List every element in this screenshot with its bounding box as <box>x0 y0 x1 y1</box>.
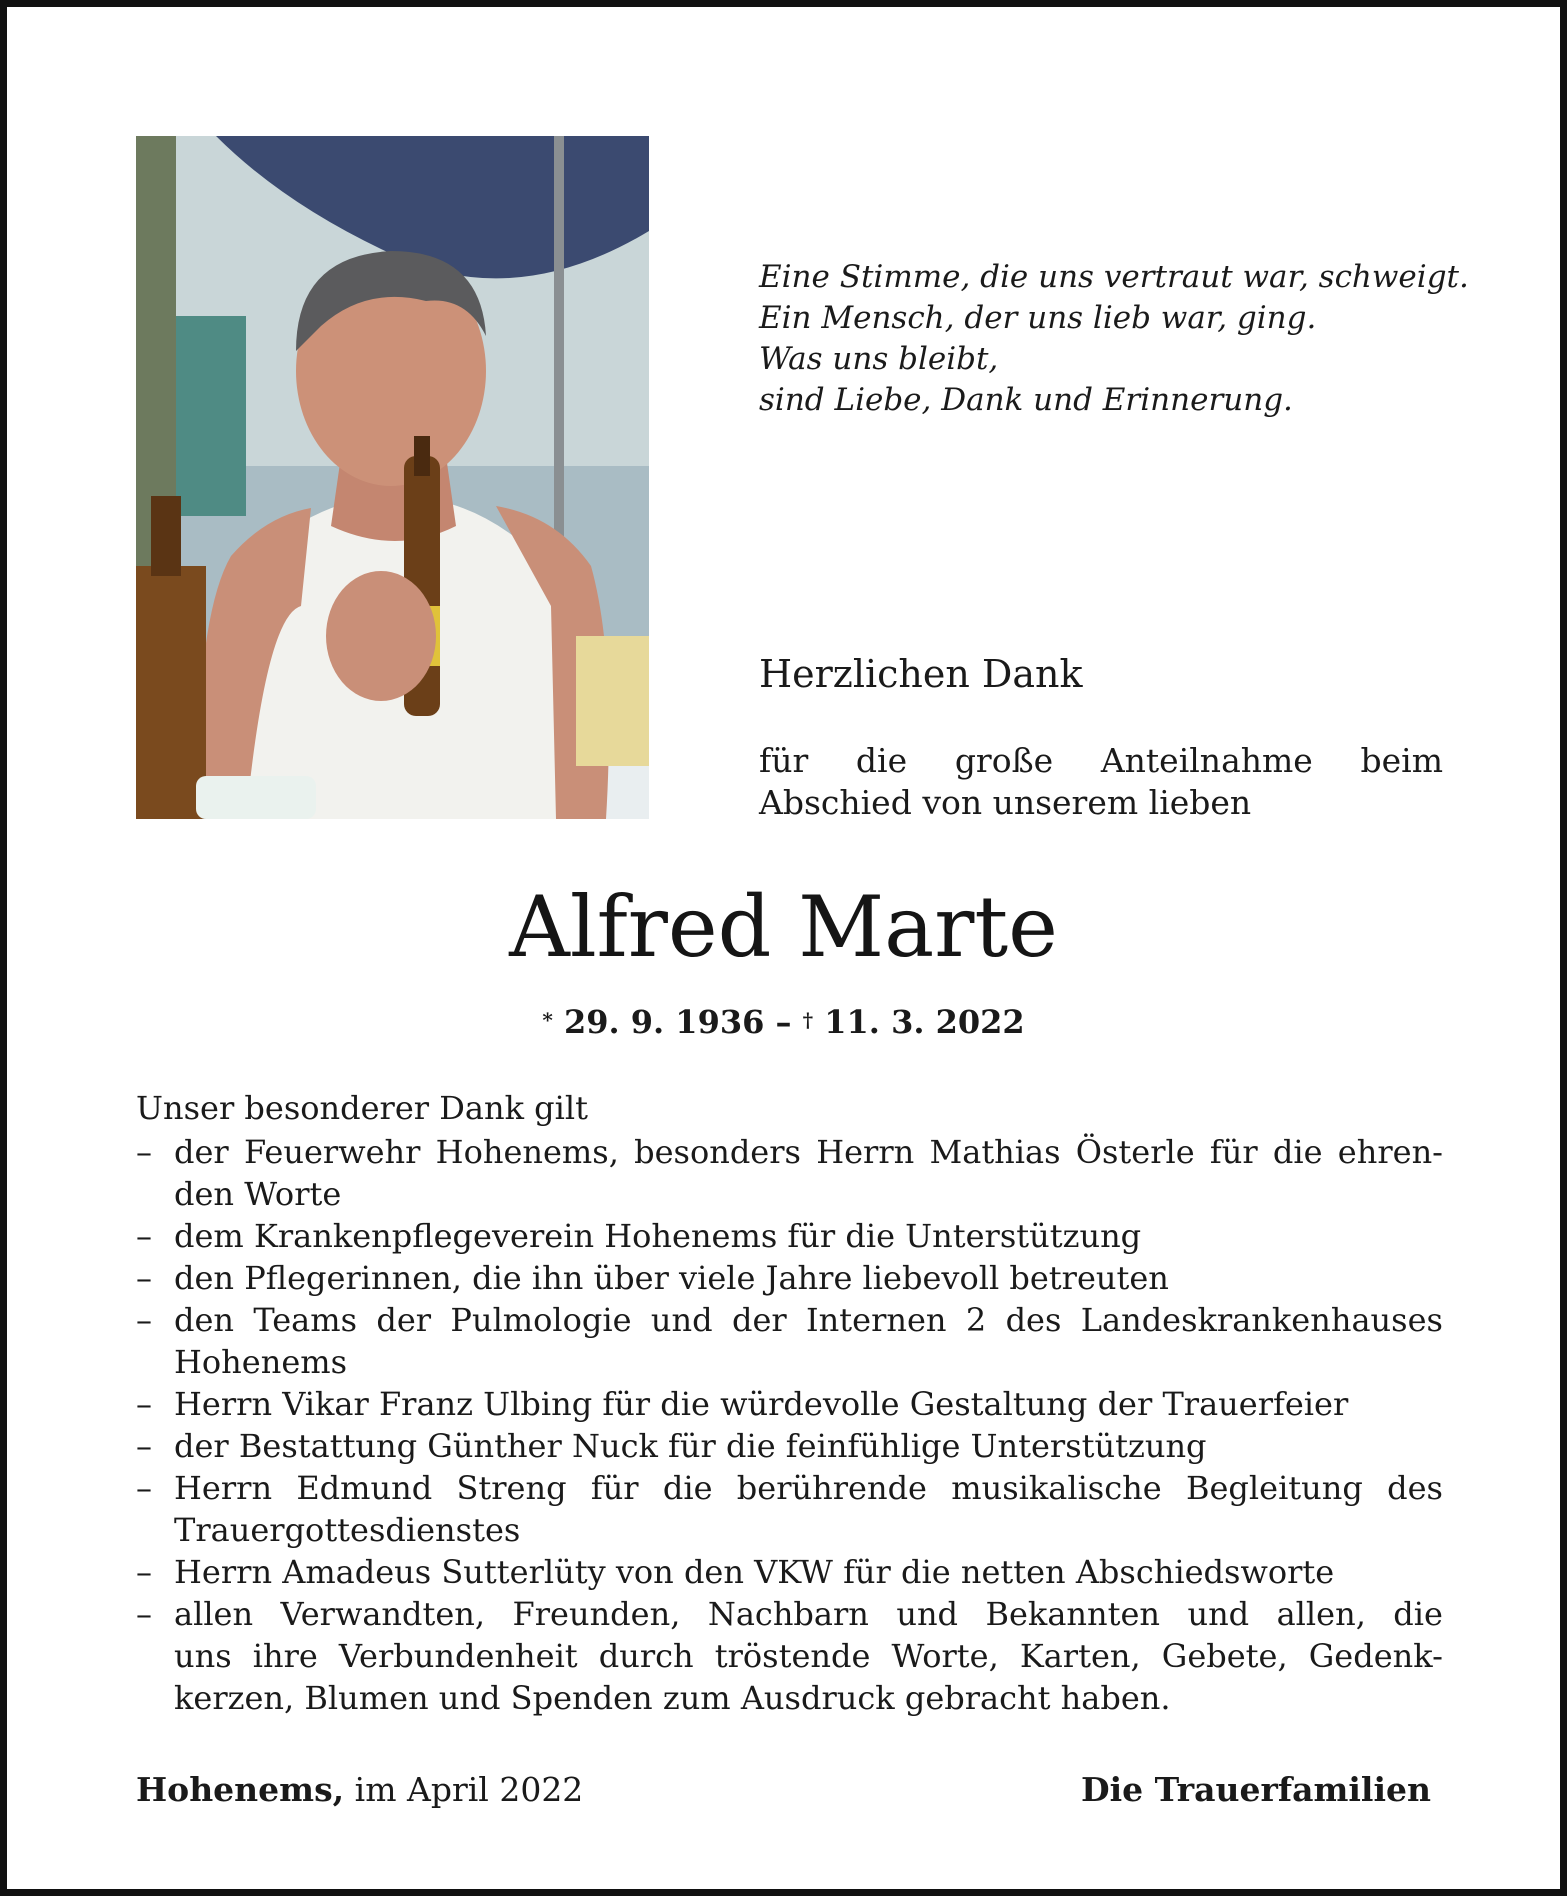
footer-place: Hohenems, <box>136 1770 345 1809</box>
acknowledgement-word: und <box>896 1595 959 1633</box>
acknowledgement-word: Herrn <box>174 1469 273 1507</box>
acknowledgement-line: Herrn Amadeus Sutterlüty von den VKW für die netten Abschiedsworte <box>174 1553 1335 1591</box>
acknowledgement-word: Hohenems, <box>435 1133 619 1171</box>
thanks-word: beim <box>1360 741 1443 780</box>
acknowledgement-word: Verwandten, <box>280 1595 486 1633</box>
acknowledgement-line: Hohenems <box>174 1343 348 1381</box>
acknowledgement-item <box>136 1551 1443 1593</box>
list-dash: – <box>136 1133 152 1171</box>
birth-date: 29. 9. 1936 <box>563 1003 765 1041</box>
acknowledgement-word: der <box>174 1133 229 1171</box>
list-dash: – <box>136 1259 152 1297</box>
life-dates <box>7 1002 1560 1042</box>
acknowledgement-word: Gedenk- <box>1308 1637 1443 1675</box>
acknowledgement-item <box>136 1383 1443 1425</box>
acknowledgement-word: Landeskrankenhauses <box>1080 1301 1443 1339</box>
acknowledgement-word: des <box>1005 1301 1062 1339</box>
thanks-word: für <box>759 741 809 780</box>
birth-symbol: * <box>542 1008 553 1032</box>
acknowledgement-word: Feuerwehr <box>243 1133 421 1171</box>
portrait-photo <box>136 136 649 819</box>
acknowledgement-word: Mathias <box>929 1133 1061 1171</box>
acknowledgement-word: und <box>1187 1595 1250 1633</box>
acknowledgement-word: Österle <box>1075 1133 1195 1171</box>
acknowledgement-word: Herrn <box>816 1133 915 1171</box>
date-separator: – <box>775 1003 792 1041</box>
acknowledgement-item <box>136 1215 1443 1257</box>
acknowledgement-line: den Pflegerinnen, die ihn über viele Jahre liebevoll betreuten <box>174 1259 1169 1297</box>
thanks-word: Anteilnahme <box>1100 741 1313 780</box>
thanks-word: die <box>855 741 908 780</box>
list-dash: – <box>136 1301 152 1339</box>
acknowledgement-word: die <box>1393 1595 1443 1633</box>
thanks-line-2: Abschied von unserem lieben <box>759 783 1252 822</box>
acknowledgement-item <box>136 1299 1443 1383</box>
acknowledgement-word: Internen <box>806 1301 947 1339</box>
acknowledgement-word: Bekannten <box>985 1595 1161 1633</box>
poem-line: Eine Stimme, die uns vertraut war, schweigt. <box>759 259 1469 295</box>
acknowledgement-word: Edmund <box>296 1469 433 1507</box>
acknowledgement-line <box>174 1635 1443 1677</box>
acknowledgement-word: ehren- <box>1337 1133 1443 1171</box>
acknowledgement-word: der <box>376 1301 432 1339</box>
acknowledgement-word: den <box>174 1301 235 1339</box>
acknowledgement-line <box>174 1467 1443 1509</box>
list-dash: – <box>136 1469 152 1507</box>
acknowledgement-item <box>136 1257 1443 1299</box>
acknowledgement-word: ihre <box>252 1637 318 1675</box>
acknowledgement-item <box>136 1425 1443 1467</box>
acknowledgement-word: Worte, <box>891 1637 999 1675</box>
footer-date: im April 2022 <box>354 1770 584 1809</box>
death-date: 11. 3. 2022 <box>824 1003 1025 1041</box>
acknowledgement-word: Begleitung <box>1185 1469 1363 1507</box>
acknowledgement-item <box>136 1593 1443 1719</box>
acknowledgement-word: Gebete, <box>1161 1637 1288 1675</box>
acknowledgement-word: 2 <box>965 1301 987 1339</box>
acknowledgement-line: Herrn Vikar Franz Ulbing für die würdevolle Gestaltung der Trauerfeier <box>174 1385 1349 1423</box>
acknowledgement-word: tröstende <box>714 1637 871 1675</box>
acknowledgement-word: die <box>662 1469 713 1507</box>
acknowledgement-line: dem Krankenpflegeverein Hohenems für die Unterstützung <box>174 1217 1142 1255</box>
poem-line: sind Liebe, Dank und Erinnerung. <box>759 382 1293 418</box>
acknowledgement-item <box>136 1467 1443 1551</box>
acknowledgement-line <box>174 1299 1443 1341</box>
thanks-line-1 <box>759 740 1443 782</box>
acknowledgement-word: der <box>731 1301 787 1339</box>
acknowledgement-word: allen <box>174 1595 254 1633</box>
list-dash: – <box>136 1427 152 1465</box>
acknowledgement-word: die <box>1272 1133 1323 1171</box>
acknowledgement-word: Streng <box>456 1469 567 1507</box>
acknowledgement-word: berührende <box>736 1469 927 1507</box>
acknowledgement-word: Pulmologie <box>450 1301 632 1339</box>
acknowledgement-word: Karten, <box>1019 1637 1141 1675</box>
list-dash: – <box>136 1217 152 1255</box>
list-dash: – <box>136 1553 152 1591</box>
acknowledgement-item <box>136 1131 1443 1215</box>
acknowledgement-word: musikalische <box>951 1469 1162 1507</box>
acknowledgement-word: besonders <box>634 1133 801 1171</box>
acknowledgement-line: den Worte <box>174 1175 342 1213</box>
acknowledgement-line: kerzen, Blumen und Spenden zum Ausdruck gebracht haben. <box>174 1679 1171 1717</box>
poem-line: Ein Mensch, der uns lieb war, ging. <box>759 300 1317 336</box>
acknowledgement-line: der Bestattung Günther Nuck für die feinfühlige Unterstützung <box>174 1427 1207 1465</box>
acknowledgement-line: Trauergottesdienstes <box>174 1511 521 1549</box>
deceased-name: Alfred Marte <box>509 878 1058 976</box>
acknowledgement-word: allen, <box>1276 1595 1366 1633</box>
acknowledgement-section <box>136 1087 1443 1719</box>
acknowledgement-word: Teams <box>253 1301 358 1339</box>
thanks-word: große <box>954 741 1054 780</box>
acknowledgement-word: für <box>590 1469 639 1507</box>
acknowledgement-word: für <box>1209 1133 1258 1171</box>
poem-line: Was uns bleibt, <box>759 341 999 377</box>
acknowledgement-line <box>174 1131 1443 1173</box>
acknowledgement-word: uns <box>174 1637 232 1675</box>
list-dash: – <box>136 1595 152 1633</box>
death-symbol: † <box>802 1008 814 1032</box>
acknowledgement-line <box>174 1593 1443 1635</box>
acknowledgement-word: Freunden, <box>512 1595 681 1633</box>
acknowledgement-list <box>136 1131 1443 1719</box>
acknowledgement-word: Verbundenheit <box>338 1637 578 1675</box>
acknowledgement-word: und <box>650 1301 713 1339</box>
thanks-heading: Herzlichen Dank <box>759 652 1083 696</box>
acknowledgement-word: des <box>1387 1469 1443 1507</box>
list-dash: – <box>136 1385 152 1423</box>
acknowledgement-intro: Unser besonderer Dank gilt <box>136 1089 588 1127</box>
thanks-text <box>759 740 1443 824</box>
acknowledgement-word: durch <box>598 1637 694 1675</box>
poem <box>759 257 1469 421</box>
footer-place-date <box>136 1770 583 1810</box>
portrait-photo-illustration <box>136 136 649 819</box>
footer-signature: Die Trauerfamilien <box>1080 1770 1431 1809</box>
acknowledgement-word: Nachbarn <box>707 1595 869 1633</box>
